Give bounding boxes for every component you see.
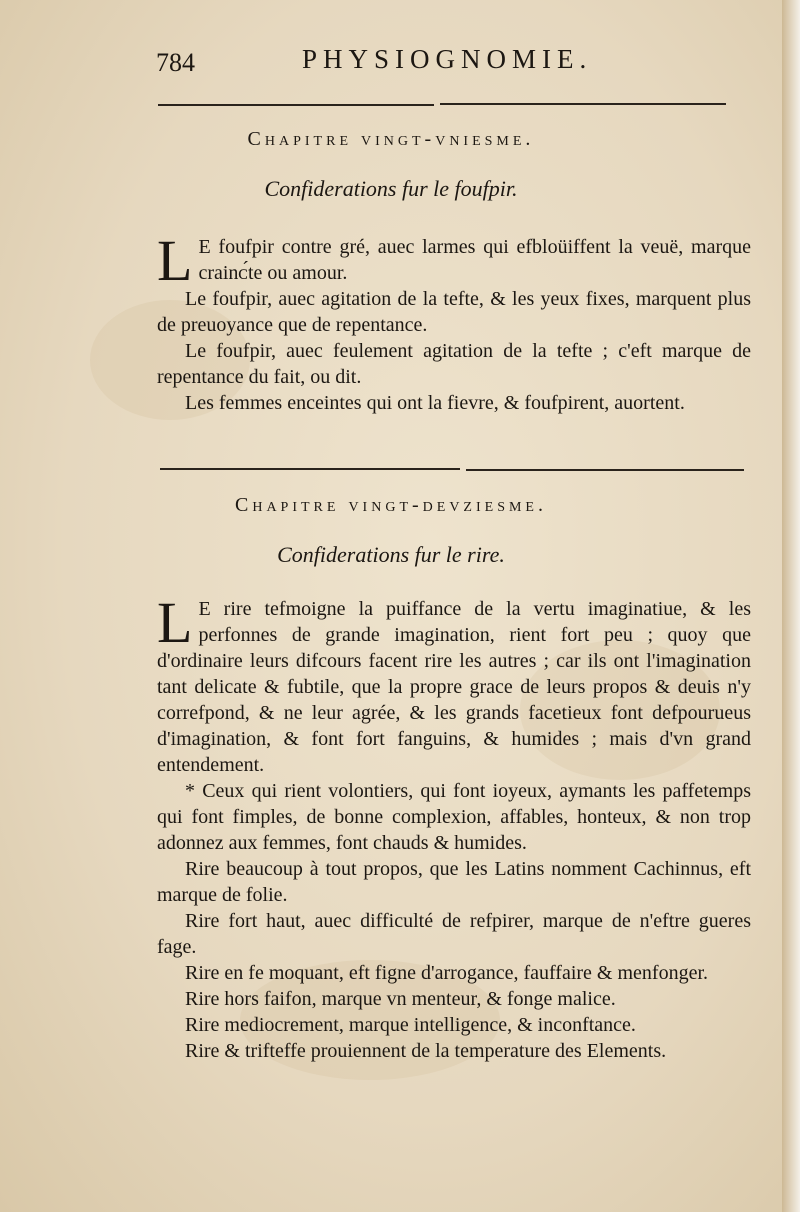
chapter-21-paragraph: Les femmes enceintes qui ont la fievre, & foufpirent, auortent.	[185, 392, 685, 414]
chapter-22-paragraph: Rire & trifteffe prouiennent de la temperature des Elements.	[185, 1040, 667, 1062]
page-header	[0, 42, 782, 82]
chapter-22-title: Chapitre vingt-devziesme.	[235, 494, 547, 516]
header-rule-left	[158, 104, 434, 106]
chapter-21-subtitle: Confiderations fur le foufpir.	[264, 176, 518, 201]
header-rule-right	[440, 103, 726, 105]
paragraph-text: E rire tefmoigne la puiffance de la vertu imaginatiue, & les perfonnes de grande imagination, rient fort peu ; quoy que d'ordinaire leurs difcours facent rire les autres ; car ils ont l'imagination tant delicate & fubtile, que la propre grace de leurs propos & deuis n'y correfpond, & ne leur agrée, & les grands facetieux font defpourueus d'imagination, & font fort fanguins, & humides ; mais d'vn grand entendement.	[157, 598, 751, 776]
chapter-22-paragraph: Rire beaucoup à tout propos, que les Latins nomment Cachinnus, eft marque de folie.	[157, 858, 751, 906]
running-title: PHYSIOGNOMIE.	[302, 44, 593, 74]
drop-cap: L	[157, 590, 193, 655]
chapter-22-paragraph: Rire hors faifon, marque vn menteur, & fonge malice.	[185, 988, 616, 1010]
chapter-22-paragraph: * Ceux qui rient volontiers, qui font ioyeux, aymants les paffetemps qui font fimples, de bonne complexion, affables, honteux, & non trop adonnez aux femmes, font chauds & humides.	[157, 780, 751, 854]
chapter-22-subtitle: Confiderations fur le rire.	[277, 542, 505, 567]
page-number: 784	[156, 48, 195, 77]
chapter-21-body	[157, 228, 751, 416]
chapter-22-body	[157, 590, 751, 1064]
section-rule-left	[160, 468, 460, 470]
chapter-22-paragraph	[157, 590, 751, 778]
chapter-21-paragraph: Le foufpir, auec feulement agitation de la tefte ; c'eft marque de repentance du fait, ou dit.	[157, 340, 751, 388]
chapter-22-paragraph: Rire fort haut, auec difficulté de refpirer, marque de n'eftre gueres fage.	[157, 910, 751, 958]
chapter-21-paragraph	[157, 228, 751, 293]
chapter-22-paragraph: Rire en fe moquant, eft figne d'arrogance, fauffaire & menfonger.	[185, 962, 709, 984]
chapter-21-paragraph: Le foufpir, auec agitation de la tefte, & les yeux fixes, marquent plus de preuoyance que de repentance.	[157, 288, 751, 336]
chapter-22-paragraph: Rire mediocrement, marque intelligence, & inconftance.	[185, 1014, 636, 1036]
page-edge	[782, 0, 800, 1212]
chapter-21-title: Chapitre vingt-vniesme.	[247, 128, 535, 150]
section-rule-right	[466, 469, 744, 471]
drop-cap: L	[157, 228, 193, 293]
paragraph-text: E foufpir contre gré, auec larmes qui efbloüiffent la veuë, marque crainᴄ́te ou amour.	[198, 236, 751, 284]
